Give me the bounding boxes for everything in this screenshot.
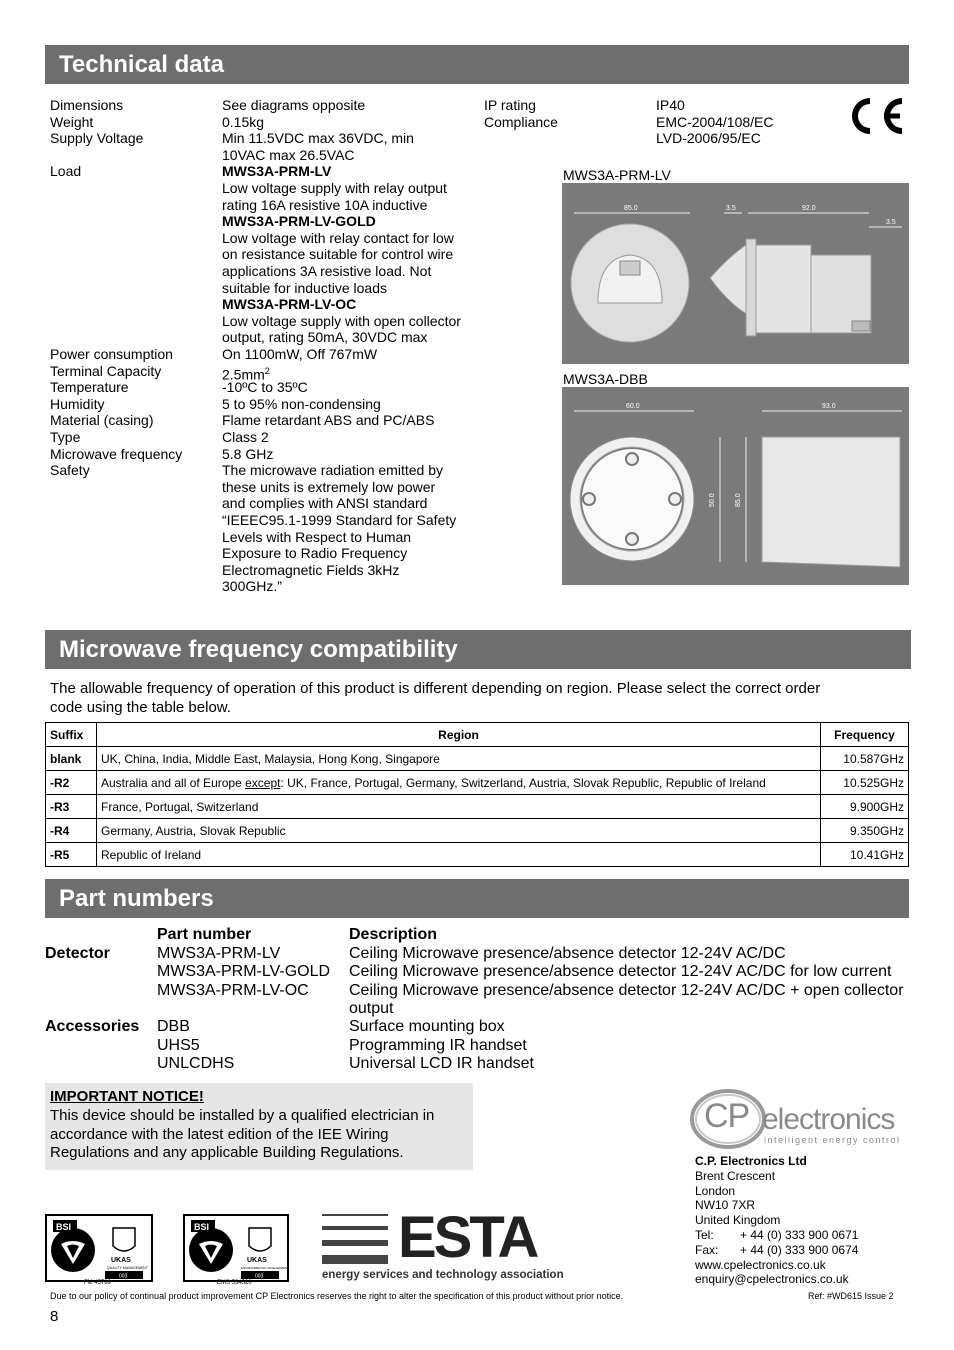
header-part-number: Part number — [157, 926, 252, 943]
section-title-part-numbers: Part numbers — [45, 879, 909, 918]
spec-label: Safety — [50, 462, 90, 479]
spec-label: Microwave frequency — [50, 445, 183, 462]
bsi-ukas-quality-cert — [45, 1214, 153, 1282]
part-number: UNLCDHS — [157, 1055, 235, 1072]
part-description: Ceiling Microwave presence/absence detector 12-24V AC/DC — [349, 944, 786, 962]
ukas-subtext: QUALITY MANAGEMENT — [107, 1266, 148, 1270]
dim-text: 93.0 — [822, 403, 836, 410]
spec-value: Low voltage with relay contact for low — [222, 229, 454, 246]
spec-label: Material (casing) — [50, 412, 154, 429]
page-number: 8 — [50, 1308, 59, 1325]
ukas-text: UKAS — [111, 1257, 131, 1264]
spec-value: Electromagnetic Fields 3kHz — [222, 561, 400, 578]
cell-suffix: -R2 — [46, 771, 97, 795]
cell-suffix: blank — [46, 747, 97, 771]
logo-electronics: electronics — [762, 1103, 895, 1136]
esta-stripes-icon — [322, 1212, 392, 1268]
esta-tagline: energy services and technology association — [322, 1269, 564, 1281]
dim-text: 60.0 — [626, 403, 640, 410]
notice-title: IMPORTANT NOTICE! — [50, 1088, 204, 1105]
microwave-intro-line1: The allowable frequency of operation of this product is different depending on region. Please select the correct order — [50, 680, 821, 697]
spec-value: Low voltage supply with open collector — [222, 312, 461, 329]
notice-text: Regulations and any applicable Building Regulations. — [50, 1144, 404, 1161]
spec-label: Weight — [50, 113, 94, 130]
table-row — [46, 819, 909, 843]
cell-region: UK, China, India, Middle East, Malaysia, Hong Kong, Singapore — [97, 747, 821, 771]
spec-label: Humidity — [50, 395, 105, 412]
notice-text: accordance with the latest edition of the IEE Wiring — [50, 1125, 389, 1143]
ukas-text: UKAS — [247, 1257, 267, 1264]
header-suffix: Suffix — [46, 723, 97, 747]
part-number: MWS3A-PRM-LV-GOLD — [157, 963, 331, 980]
address-line: Brent Crescent — [695, 1168, 776, 1183]
cp-electronics-logo — [690, 1083, 910, 1153]
spec-value: Class 2 — [222, 429, 269, 445]
spec-value: EMC-2004/108/EC — [656, 113, 774, 130]
spec-value: Levels with Respect to Human — [222, 528, 412, 545]
part-description: Surface mounting box — [349, 1018, 505, 1035]
spec-label: Supply Voltage — [50, 130, 144, 147]
bsi-text: BSI — [194, 1222, 210, 1232]
bsi-text: BSI — [56, 1222, 72, 1232]
cell-frequency: 10.525GHz — [821, 771, 909, 795]
notice-text: This device should be installed by a qualified electrician in — [50, 1107, 435, 1124]
spec-value: on resistance suitable for control wire — [222, 246, 454, 263]
spec-value: 5.8 GHz — [222, 445, 274, 462]
cell-frequency: 10.41GHz — [821, 843, 909, 867]
spec-label: Temperature — [50, 379, 129, 396]
drawing-dbb — [562, 387, 909, 585]
spec-label: Load — [50, 163, 82, 180]
company-website-link[interactable]: www.cpelectronics.co.uk — [695, 1257, 826, 1272]
address-tel: Tel: + 44 (0) 333 900 0671 — [695, 1228, 859, 1242]
spec-value: “IEEEC95.1-1999 Standard for Safety — [222, 512, 457, 528]
spec-value: applications 3A resistive load. Not — [222, 263, 432, 279]
important-notice — [45, 1083, 473, 1170]
group-detector: Detector — [45, 944, 110, 962]
cell-region: Australia and all of Europe except: UK, France, Portugal, Germany, Switzerland, Austria, Slovak Republic, Republic of Ireland — [97, 771, 821, 795]
dim-text: 3.5 — [886, 219, 896, 226]
logo-tagline: intelligent energy control — [764, 1135, 901, 1145]
dim-text: 92.0 — [802, 205, 816, 212]
spec-label: Terminal Capacity — [50, 362, 162, 379]
address-line: United Kingdom — [695, 1213, 781, 1228]
cell-suffix: -R3 — [46, 795, 97, 819]
logo-cp: CP — [704, 1097, 750, 1135]
cell-region: France, Portugal, Switzerland — [97, 795, 821, 819]
footer-reference: Ref: #WD615 Issue 2 — [808, 1291, 894, 1301]
spec-value: 5 to 95% non-condensing — [222, 395, 381, 412]
ukas-subtext: ENVIRONMENTAL MANAGEMENT — [241, 1266, 287, 1270]
header-frequency: Frequency — [821, 723, 909, 747]
drawing-label-dbb: MWS3A-DBB — [563, 371, 648, 387]
section-title-technical-data: Technical data — [45, 45, 909, 84]
bsi-kitemark-icon — [185, 1216, 287, 1280]
part-description: Ceiling Microwave presence/absence detector 12-24V AC/DC for low current — [349, 963, 892, 980]
esta-logo — [322, 1205, 564, 1286]
table-row — [46, 843, 909, 867]
cell-suffix: -R4 — [46, 819, 97, 843]
cell-frequency: 9.900GHz — [821, 795, 909, 819]
microwave-intro-line2: code using the table below. — [50, 698, 231, 716]
spec-value: See diagrams opposite — [222, 97, 366, 113]
table-row — [46, 771, 909, 795]
table-row — [46, 747, 909, 771]
spec-label: Type — [50, 429, 81, 445]
spec-label: Power consumption — [50, 346, 173, 362]
model-name: MWS3A-PRM-LV-OC — [222, 296, 357, 313]
address-line: London — [695, 1183, 736, 1198]
part-number: MWS3A-PRM-LV-OC — [157, 981, 309, 999]
table-row — [46, 795, 909, 819]
dim-text: 50.0 — [709, 493, 716, 507]
dim-text: 85.0 — [735, 493, 742, 507]
spec-label: IP rating — [484, 97, 536, 113]
drawing-label-prm-lv: MWS3A-PRM-LV — [563, 167, 671, 183]
header-region: Region — [97, 723, 821, 747]
cell-frequency: 10.587GHz — [821, 747, 909, 771]
cell-region: Germany, Austria, Slovak Republic — [97, 819, 821, 843]
spec-value: 300GHz.” — [222, 578, 282, 595]
frequency-table — [45, 722, 909, 867]
bsi-ukas-environmental-cert — [183, 1214, 289, 1282]
esta-wordmark: ESTA — [398, 1205, 537, 1270]
part-description: Programming IR handset — [349, 1036, 527, 1054]
crown-shield-icon — [113, 1228, 135, 1251]
cell-suffix: -R5 — [46, 843, 97, 867]
spec-value: suitable for inductive loads — [222, 279, 387, 296]
spec-value: rating 16A resistive 10A inductive — [222, 196, 428, 213]
spec-label: Dimensions — [50, 97, 124, 113]
spec-value: Exposure to Radio Frequency — [222, 545, 408, 562]
spec-value: -10ºC to 35ºC — [222, 379, 308, 396]
ukas-number: 003 — [119, 1273, 128, 1280]
ce-mark-icon — [840, 92, 910, 140]
spec-value: Flame retardant ABS and PC/ABS — [222, 412, 435, 429]
group-accessories: Accessories — [45, 1018, 140, 1035]
part-description: Ceiling Microwave presence/absence detector 12-24V AC/DC + open collector — [349, 981, 904, 999]
spec-value: LVD-2006/95/EC — [656, 130, 761, 147]
spec-value: 0.15kg — [222, 113, 265, 130]
spec-value: IP40 — [656, 97, 685, 113]
spec-label: Compliance — [484, 113, 558, 130]
model-name: MWS3A-PRM-LV-GOLD — [222, 213, 376, 230]
table-header-row — [46, 723, 909, 747]
spec-value: 10VAC max 26.5VAC — [222, 146, 355, 163]
spec-value: The microwave radiation emitted by — [222, 462, 443, 479]
detector-dimension-drawing — [562, 183, 909, 364]
part-number: UHS5 — [157, 1036, 200, 1054]
crown-shield-icon — [249, 1228, 271, 1251]
spec-value: Min 11.5VDC max 36VDC, min — [222, 130, 414, 147]
spec-value: Low voltage supply with relay output — [222, 180, 447, 196]
box-dimension-drawing — [562, 387, 909, 585]
spec-value: $2.5mm^2$ — [222, 365, 270, 383]
company-email-link[interactable]: enquiry@cpelectronics.co.uk — [695, 1272, 849, 1287]
bsi-kitemark-icon — [47, 1216, 151, 1280]
model-name: MWS3A-PRM-LV — [222, 163, 332, 180]
cell-region: Republic of Ireland — [97, 843, 821, 867]
spec-value: On 1100mW, Off 767mW — [222, 346, 378, 362]
cell-frequency: 9.350GHz — [821, 819, 909, 843]
drawing-prm-lv — [562, 183, 909, 364]
section-title-microwave: Microwave frequency compatibility — [45, 630, 911, 669]
part-number: MWS3A-PRM-LV — [157, 944, 281, 962]
part-description: output — [349, 1000, 394, 1017]
dim-text: 85.0 — [624, 205, 638, 212]
header-description: Description — [349, 926, 438, 943]
spec-value: these units is extremely low power — [222, 478, 436, 495]
dim-text: 3.5 — [726, 205, 736, 212]
fm-number: FM 45789 — [84, 1280, 112, 1286]
ukas-number: 003 — [255, 1273, 264, 1280]
part-number: DBB — [157, 1018, 190, 1035]
part-description: Universal LCD IR handset — [349, 1055, 534, 1072]
footer-disclaimer: Due to our policy of continual product improvement CP Electronics reserves the right to alter the specification of this product without prior notice. — [50, 1291, 624, 1301]
spec-value: output, rating 50mA, 30VDC max — [222, 329, 428, 346]
address-fax: Fax: + 44 (0) 333 900 0674 — [695, 1242, 859, 1257]
company-name: C.P. Electronics Ltd — [695, 1154, 807, 1168]
spec-value: and complies with ANSI standard — [222, 495, 428, 512]
address-line: NW10 7XR — [695, 1198, 756, 1213]
ems-number: EMS 534520 — [217, 1280, 252, 1286]
